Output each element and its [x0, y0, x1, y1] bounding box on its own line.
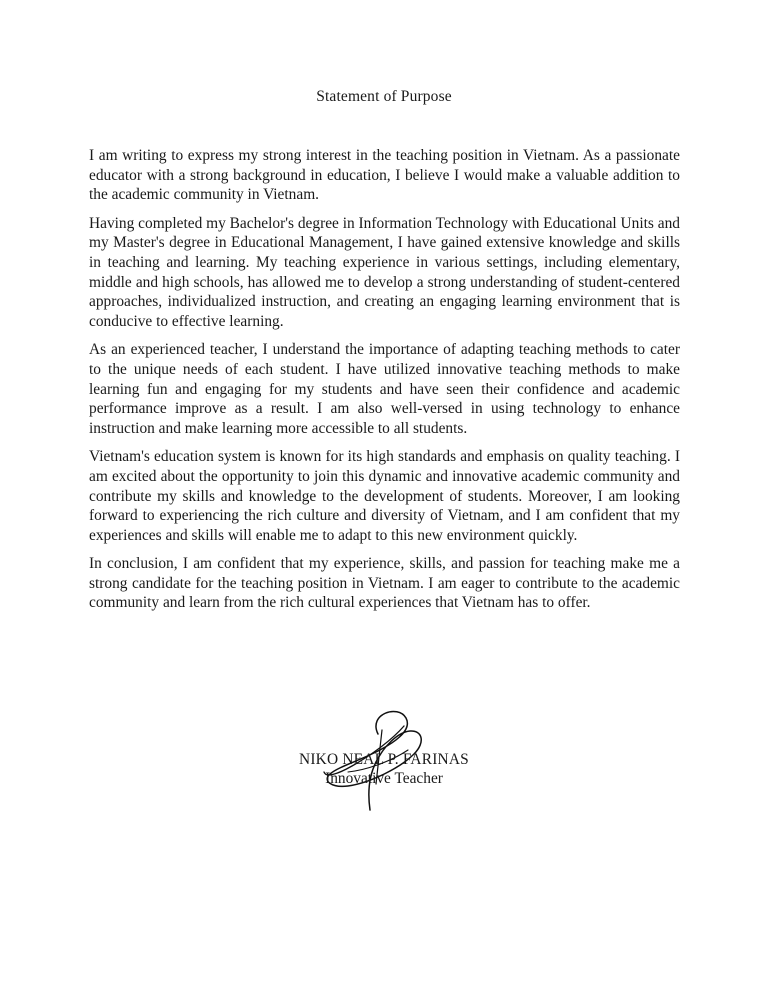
paragraph: In conclusion, I am confident that my experience, skills, and passion for teaching make me a strong candidate for the teaching position in Vietnam. I am eager to contribute to the academic community and learn from the rich cultural experiences that Vietnam has to offer.	[89, 555, 680, 612]
paragraph: Having completed my Bachelor's degree in Information Technology with Educational Units and my Master's degree in Educational Management, I have gained extensive knowledge and skills in teaching and learning. My teaching experience in various settings, including elementary, middle and high schools, has allowed me to develop a strong understanding of student-centered approaches, individualized instruction, and creating an engaging learning environment that is conducive to effective learning.	[89, 214, 680, 330]
paragraph: I am writing to express my strong interest in the teaching position in Vietnam. As a passionate educator with a strong background in education, I believe I would make a valuable addition to the academic community in Vietnam.	[89, 147, 680, 204]
signer-name: NIKO NEAL P. FARINAS	[299, 751, 469, 768]
paragraph: As an experienced teacher, I understand the importance of adapting teaching methods to cater to the unique needs of each student. I have utilized innovative teaching methods to make learning fun and engaging for my students and have seen their confidence and academic performance improve as a result. I am also well-versed in using technology to enhance instruction and make learning more accessible to all students.	[89, 341, 680, 437]
paragraph: Vietnam's education system is known for its high standards and emphasis on quality teaching. I am excited about the opportunity to join this dynamic and innovative academic community and contribute my skills and knowledge to the development of students. Moreover, I am looking forward to experiencing the rich culture and diversity of Vietnam, and I am confident that my experiences and skills will enable me to adapt to this new environment quickly.	[89, 448, 680, 544]
signature-block	[0, 700, 768, 830]
page-title: Statement of Purpose	[316, 88, 452, 105]
signature-name-group	[0, 750, 768, 788]
document-body	[89, 146, 680, 613]
signer-role: Innovative Teacher	[325, 770, 443, 787]
